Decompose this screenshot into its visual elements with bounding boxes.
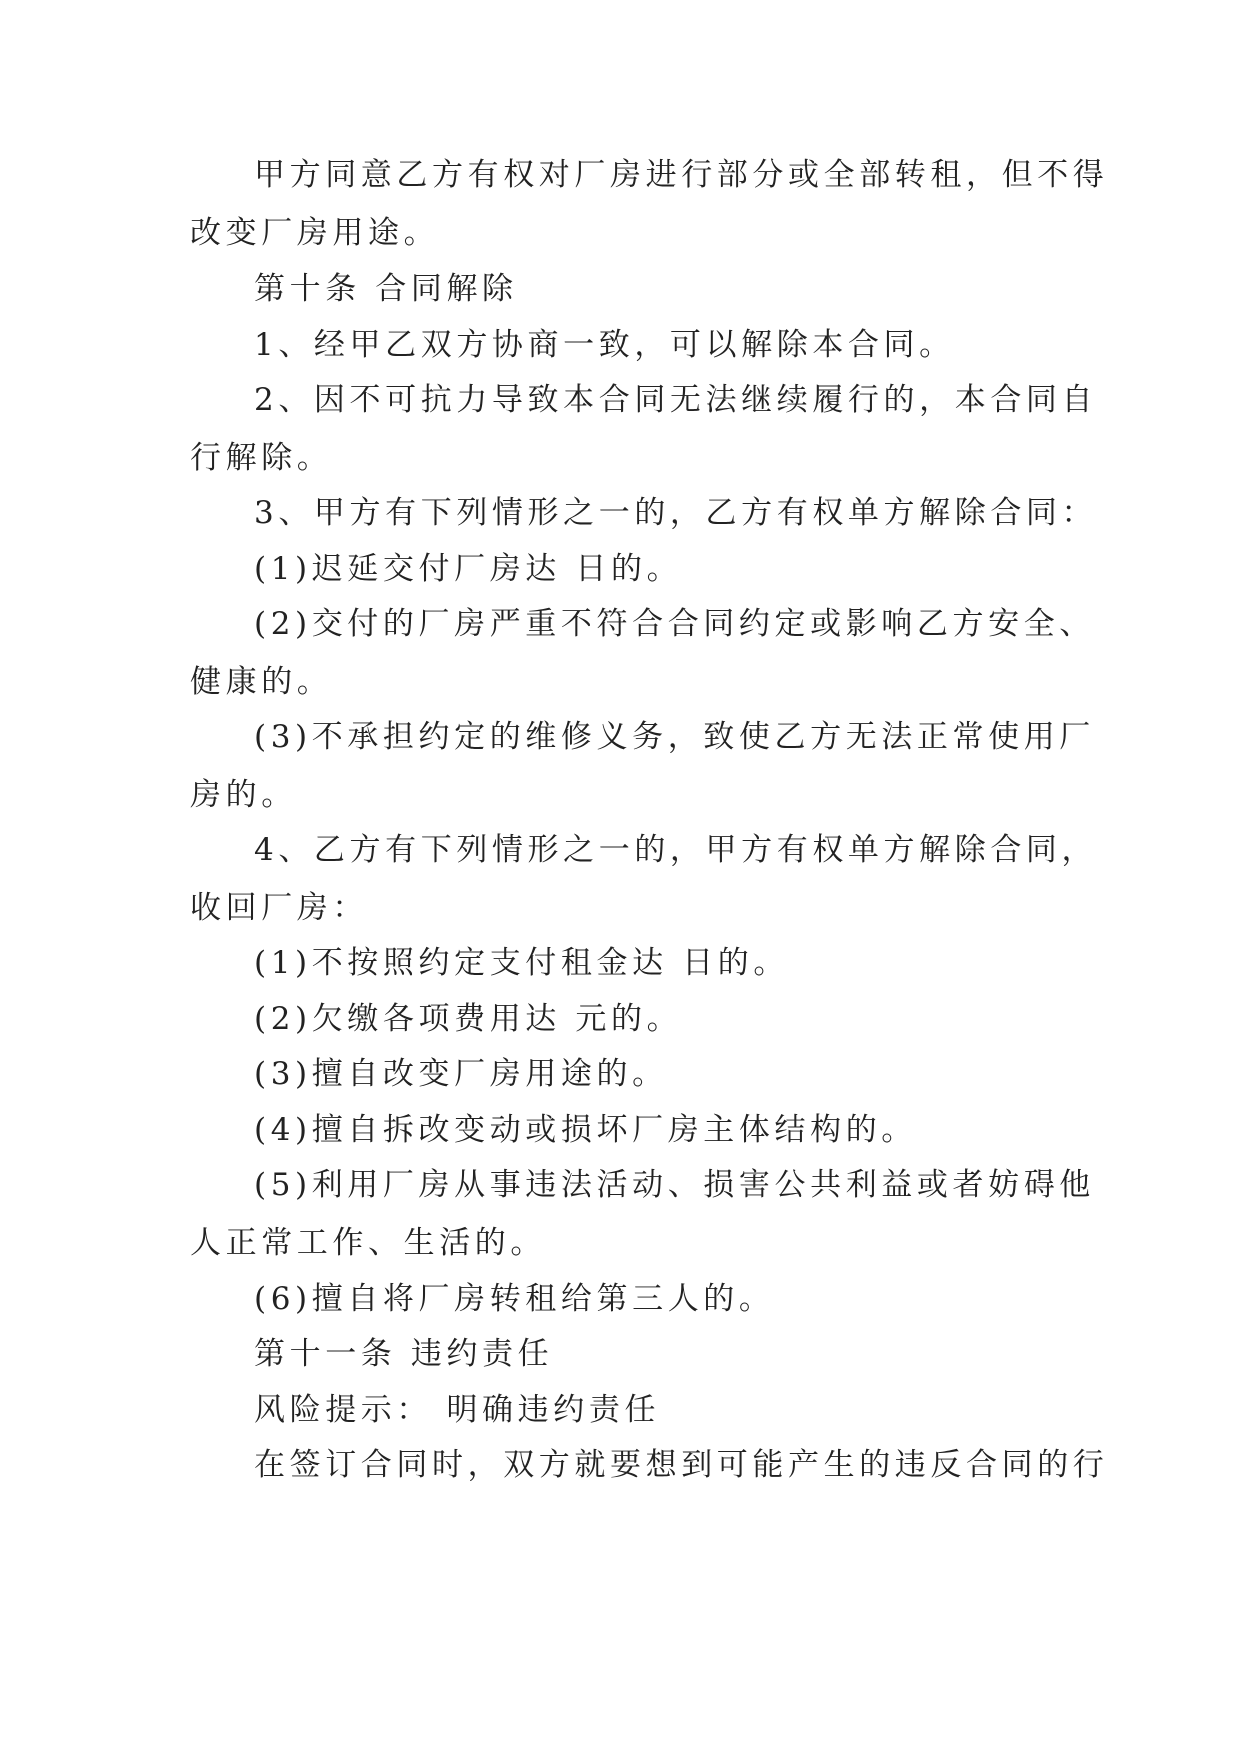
- list-item: (3)擅自改变厂房用途的。: [254, 1056, 668, 1092]
- paragraph-line: 健康的。: [190, 664, 333, 700]
- list-item: (6)擅自将厂房转租给第三人的。: [254, 1281, 775, 1317]
- list-item: (1)不按照约定支付租金达 日的。: [254, 945, 789, 981]
- paragraph-line: 4、乙方有下列情形之一的，甲方有权单方解除合同，: [254, 832, 1098, 868]
- section-heading: 第十条 合同解除: [254, 271, 518, 307]
- list-item: (1)迟延交付厂房达 日的。: [254, 551, 683, 587]
- paragraph-line: 2、因不可抗力导致本合同无法继续履行的，本合同自: [254, 382, 1098, 418]
- paragraph-line: 房的。: [190, 777, 297, 813]
- paragraph-line: 收回厂房：: [190, 890, 368, 926]
- list-item: (2)欠缴各项费用达 元的。: [254, 1001, 683, 1037]
- list-item: (5)利用厂房从事违法活动、损害公共利益或者妨碍他: [254, 1167, 1095, 1203]
- paragraph-line: 3、甲方有下列情形之一的，乙方有权单方解除合同：: [254, 495, 1098, 531]
- list-item: (4)擅自拆改变动或损坏厂房主体结构的。: [254, 1112, 917, 1148]
- paragraph-line: 行解除。: [190, 440, 333, 476]
- paragraph-line: 人正常工作、生活的。: [190, 1225, 546, 1261]
- paragraph-line: 1、经甲乙双方协商一致，可以解除本合同。: [254, 327, 955, 363]
- paragraph-line: 在签订合同时，双方就要想到可能产生的违反合同的行: [254, 1447, 1109, 1483]
- risk-note: 风险提示： 明确违约责任: [254, 1392, 661, 1428]
- list-item: (3)不承担约定的维修义务，致使乙方无法正常使用厂: [254, 719, 1095, 755]
- paragraph-line: 甲方同意乙方有权对厂房进行部分或全部转租，但不得: [254, 157, 1109, 193]
- section-heading: 第十一条 违约责任: [254, 1336, 554, 1372]
- list-item: (2)交付的厂房严重不符合合同约定或影响乙方安全、: [254, 606, 1095, 642]
- paragraph-line: 改变厂房用途。: [190, 215, 440, 251]
